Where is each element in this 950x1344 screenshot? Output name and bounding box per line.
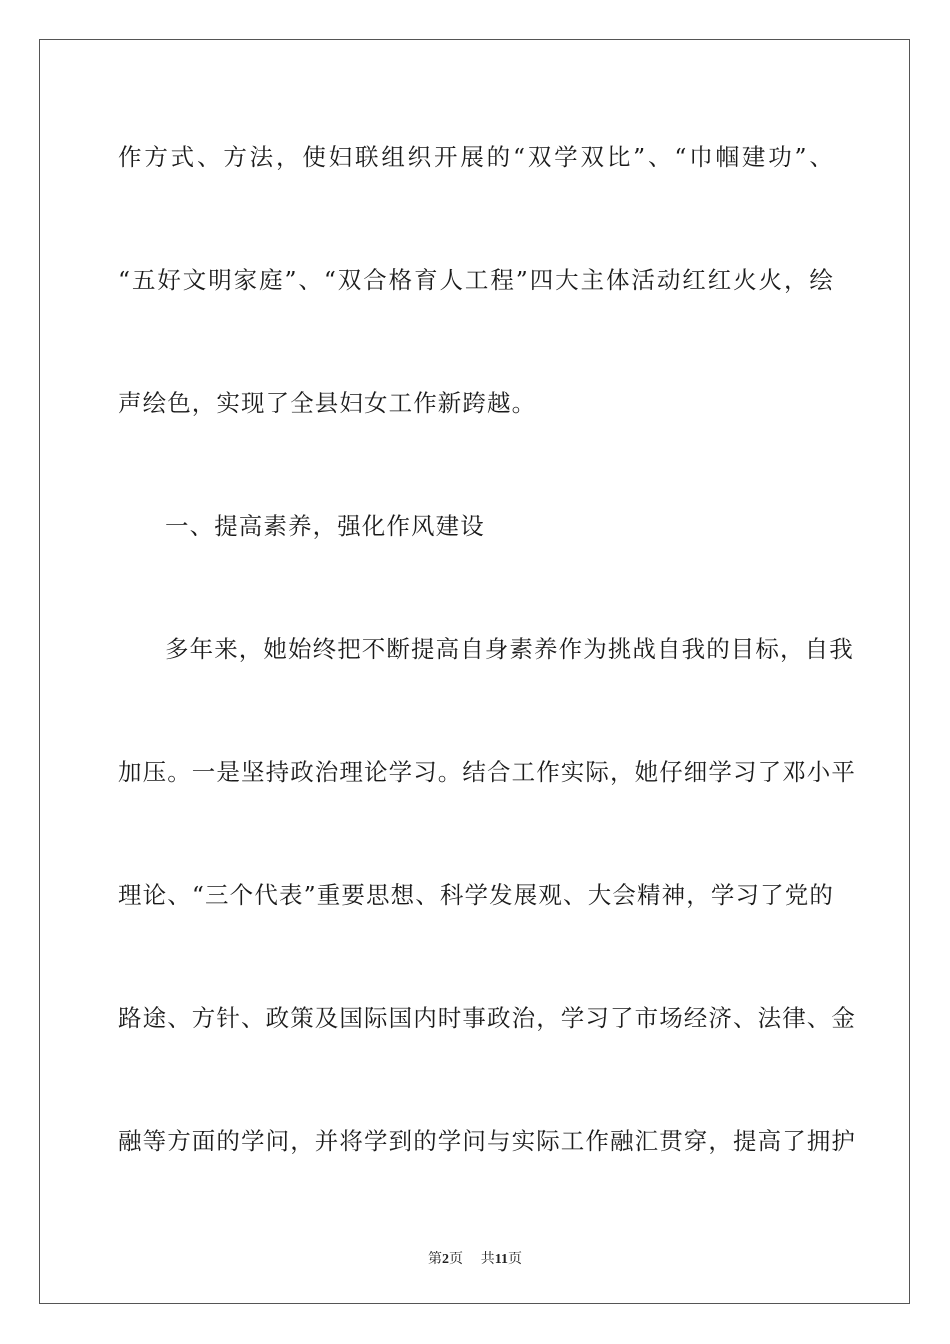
body-line-9: 融等方面的学问，并将学到的学问与实际工作融汇贯穿，提高了拥护 [118, 1127, 856, 1155]
section-heading: 一、提高素养，强化作风建设 [165, 512, 485, 540]
page-footer [0, 1248, 950, 1268]
body-line-6: 加压。一是坚持政治理论学习。结合工作实际，她仔细学习了邓小平 [118, 758, 856, 786]
footer-total-prefix: 共 [480, 1251, 495, 1267]
footer-page-prefix: 第 [427, 1251, 442, 1267]
body-line-3: 声绘色，实现了全县妇女工作新跨越。 [118, 389, 537, 417]
footer-total-pages: 11 [494, 1252, 509, 1267]
page-border [39, 39, 910, 1304]
body-line-7: 理论、“三个代表”重要思想、科学发展观、大会精神，学习了党的 [118, 881, 834, 909]
body-line-8: 路途、方针、政策及国际国内时事政治，学习了市场经济、法律、金 [118, 1004, 856, 1032]
body-line-5: 多年来，她始终把不断提高自身素养作为挑战自我的目标，自我 [165, 635, 854, 663]
body-line-1: 作方式、方法，使妇联组织开展的“双学双比”、“巾帼建功”、 [118, 143, 834, 171]
footer-page-suffix: 页 [448, 1251, 463, 1267]
body-line-2: “五好文明家庭”、“双合格育人工程”四大主体活动红红火火，绘 [118, 266, 834, 294]
footer-page-number: 2 [441, 1252, 449, 1267]
footer-total-suffix: 页 [508, 1251, 523, 1267]
